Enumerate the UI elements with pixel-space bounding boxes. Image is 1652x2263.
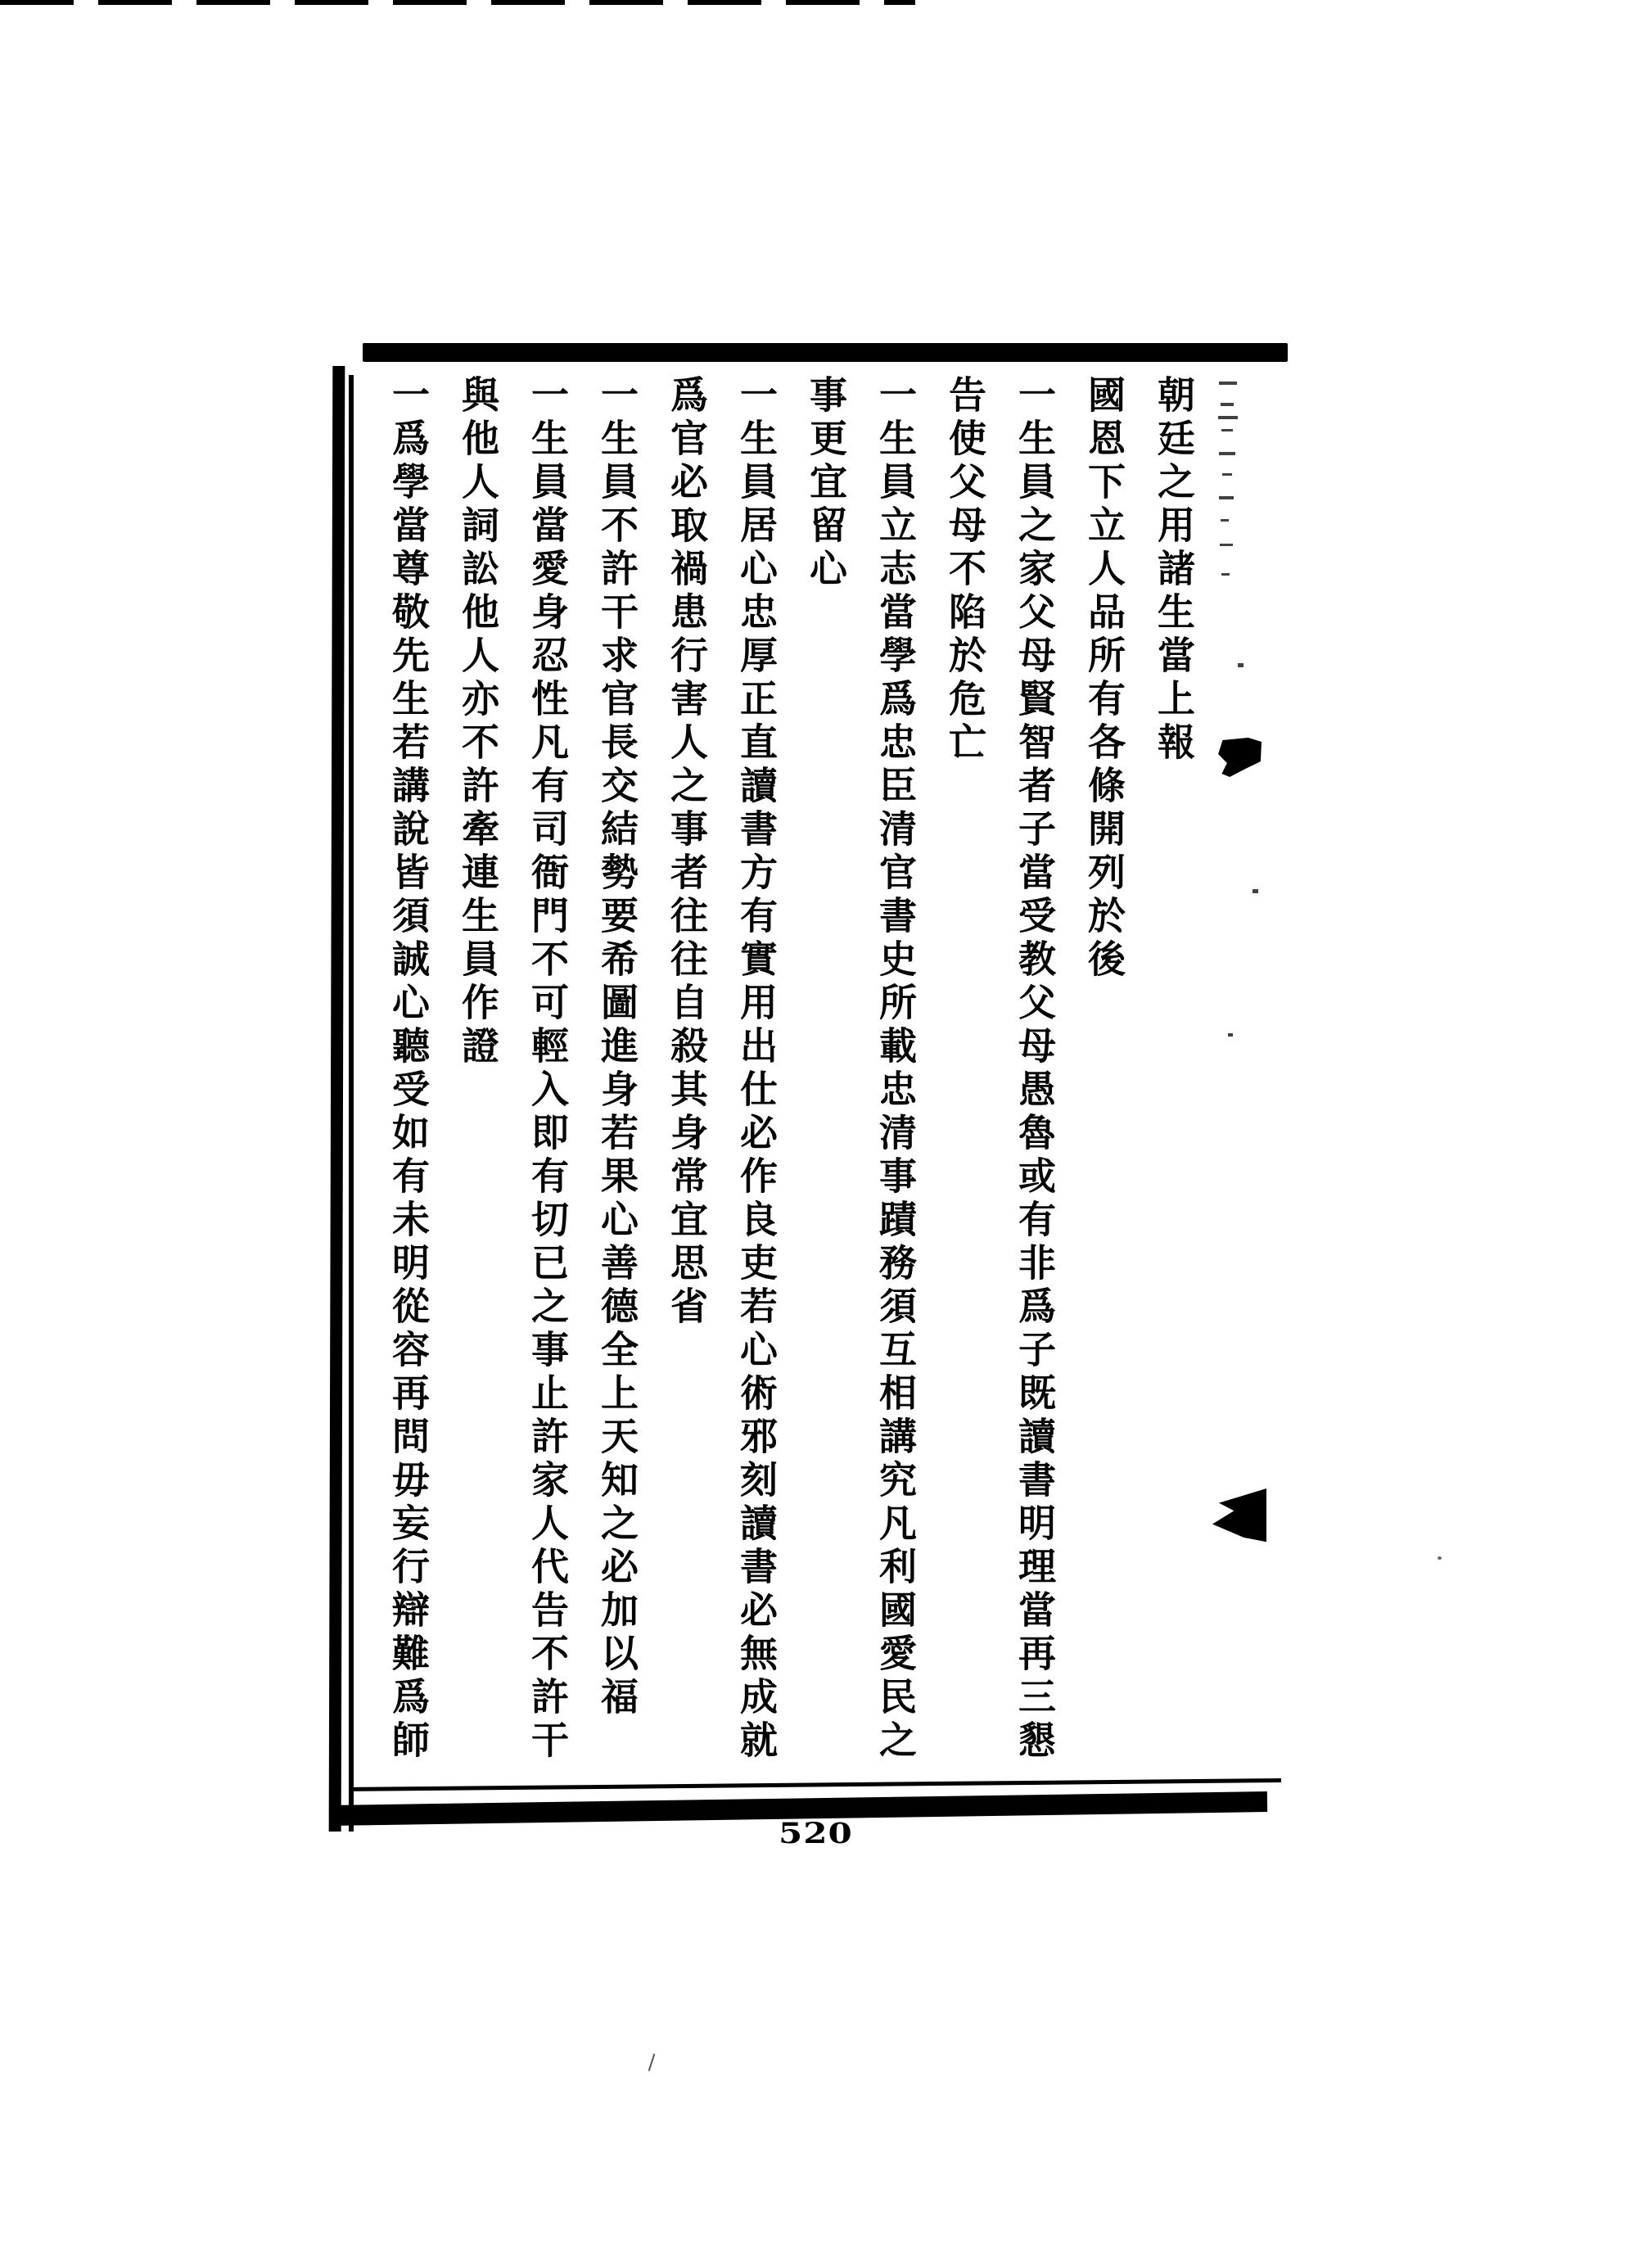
bleedthrough-dash <box>1221 429 1233 431</box>
stray-mark-slash <box>648 2053 656 2071</box>
bleedthrough-dash <box>1221 403 1234 406</box>
text-column-11: 與他人詞訟他人亦不許牽連生員作證 <box>456 375 500 1069</box>
text-column-4: 告使父母不陷於危亡 <box>943 375 987 766</box>
ink-smudge-lower <box>1212 1488 1266 1544</box>
text-column-5: 一生員立志當學爲忠臣清官書史所載忠清事蹟務須互相講究凡利國愛民之 <box>873 375 918 1764</box>
page-number: 520 <box>779 1817 853 1850</box>
bleedthrough-dash <box>1253 889 1258 893</box>
page-border-top-thin <box>0 0 915 5</box>
text-column-2: 國恩下立人品所有各條開列於後 <box>1082 375 1126 982</box>
bleedthrough-dash <box>1219 452 1235 455</box>
page-border-left-inner <box>349 375 354 1832</box>
text-column-7: 一生員居心忠厚正直讀書方有實用出仕必作良吏若心術邪刻讀書必無成就 <box>734 375 779 1764</box>
page-border-left-outer <box>329 366 345 1832</box>
bleedthrough-dash <box>1228 1033 1233 1037</box>
bleedthrough-dash <box>1220 544 1233 546</box>
text-column-3: 一生員之家父母賢智者子當受教父母愚魯或有非爲子既讀書明理當再三懇 <box>1013 375 1057 1764</box>
ink-smudge-upper <box>1217 738 1262 779</box>
stray-mark-dot <box>1438 1556 1442 1560</box>
text-column-1: 朝廷之用諸生當上報 <box>1152 375 1196 766</box>
text-column-12: 一爲學當尊敬先生若講說皆須誠心聽受如有未明從容再問毋妄行辯難爲師 <box>386 375 431 1764</box>
page-border-top <box>363 343 1288 362</box>
text-column-8: 爲官必取禍患行害人之事者往往自殺其身常宜思省 <box>665 375 709 1330</box>
bleedthrough-dash <box>1219 496 1234 499</box>
text-column-9: 一生員不許干求官長交結勢要希圖進身若果心善德全上天知之必加以福 <box>595 375 639 1720</box>
text-column-6: 事更宜留心 <box>804 375 848 592</box>
bleedthrough-dash <box>1222 473 1232 476</box>
page-border-bottom-thin <box>352 1778 1281 1791</box>
bleedthrough-dash <box>1238 663 1244 667</box>
bleedthrough-dash <box>1219 382 1237 385</box>
bleedthrough-dash <box>1221 573 1230 576</box>
bleedthrough-dash <box>1218 416 1238 419</box>
text-column-10: 一生員當愛身忍性凡有司衙門不可輕入即有切已之事止許家人代告不許干 <box>526 375 570 1764</box>
bleedthrough-dash <box>1221 519 1229 522</box>
